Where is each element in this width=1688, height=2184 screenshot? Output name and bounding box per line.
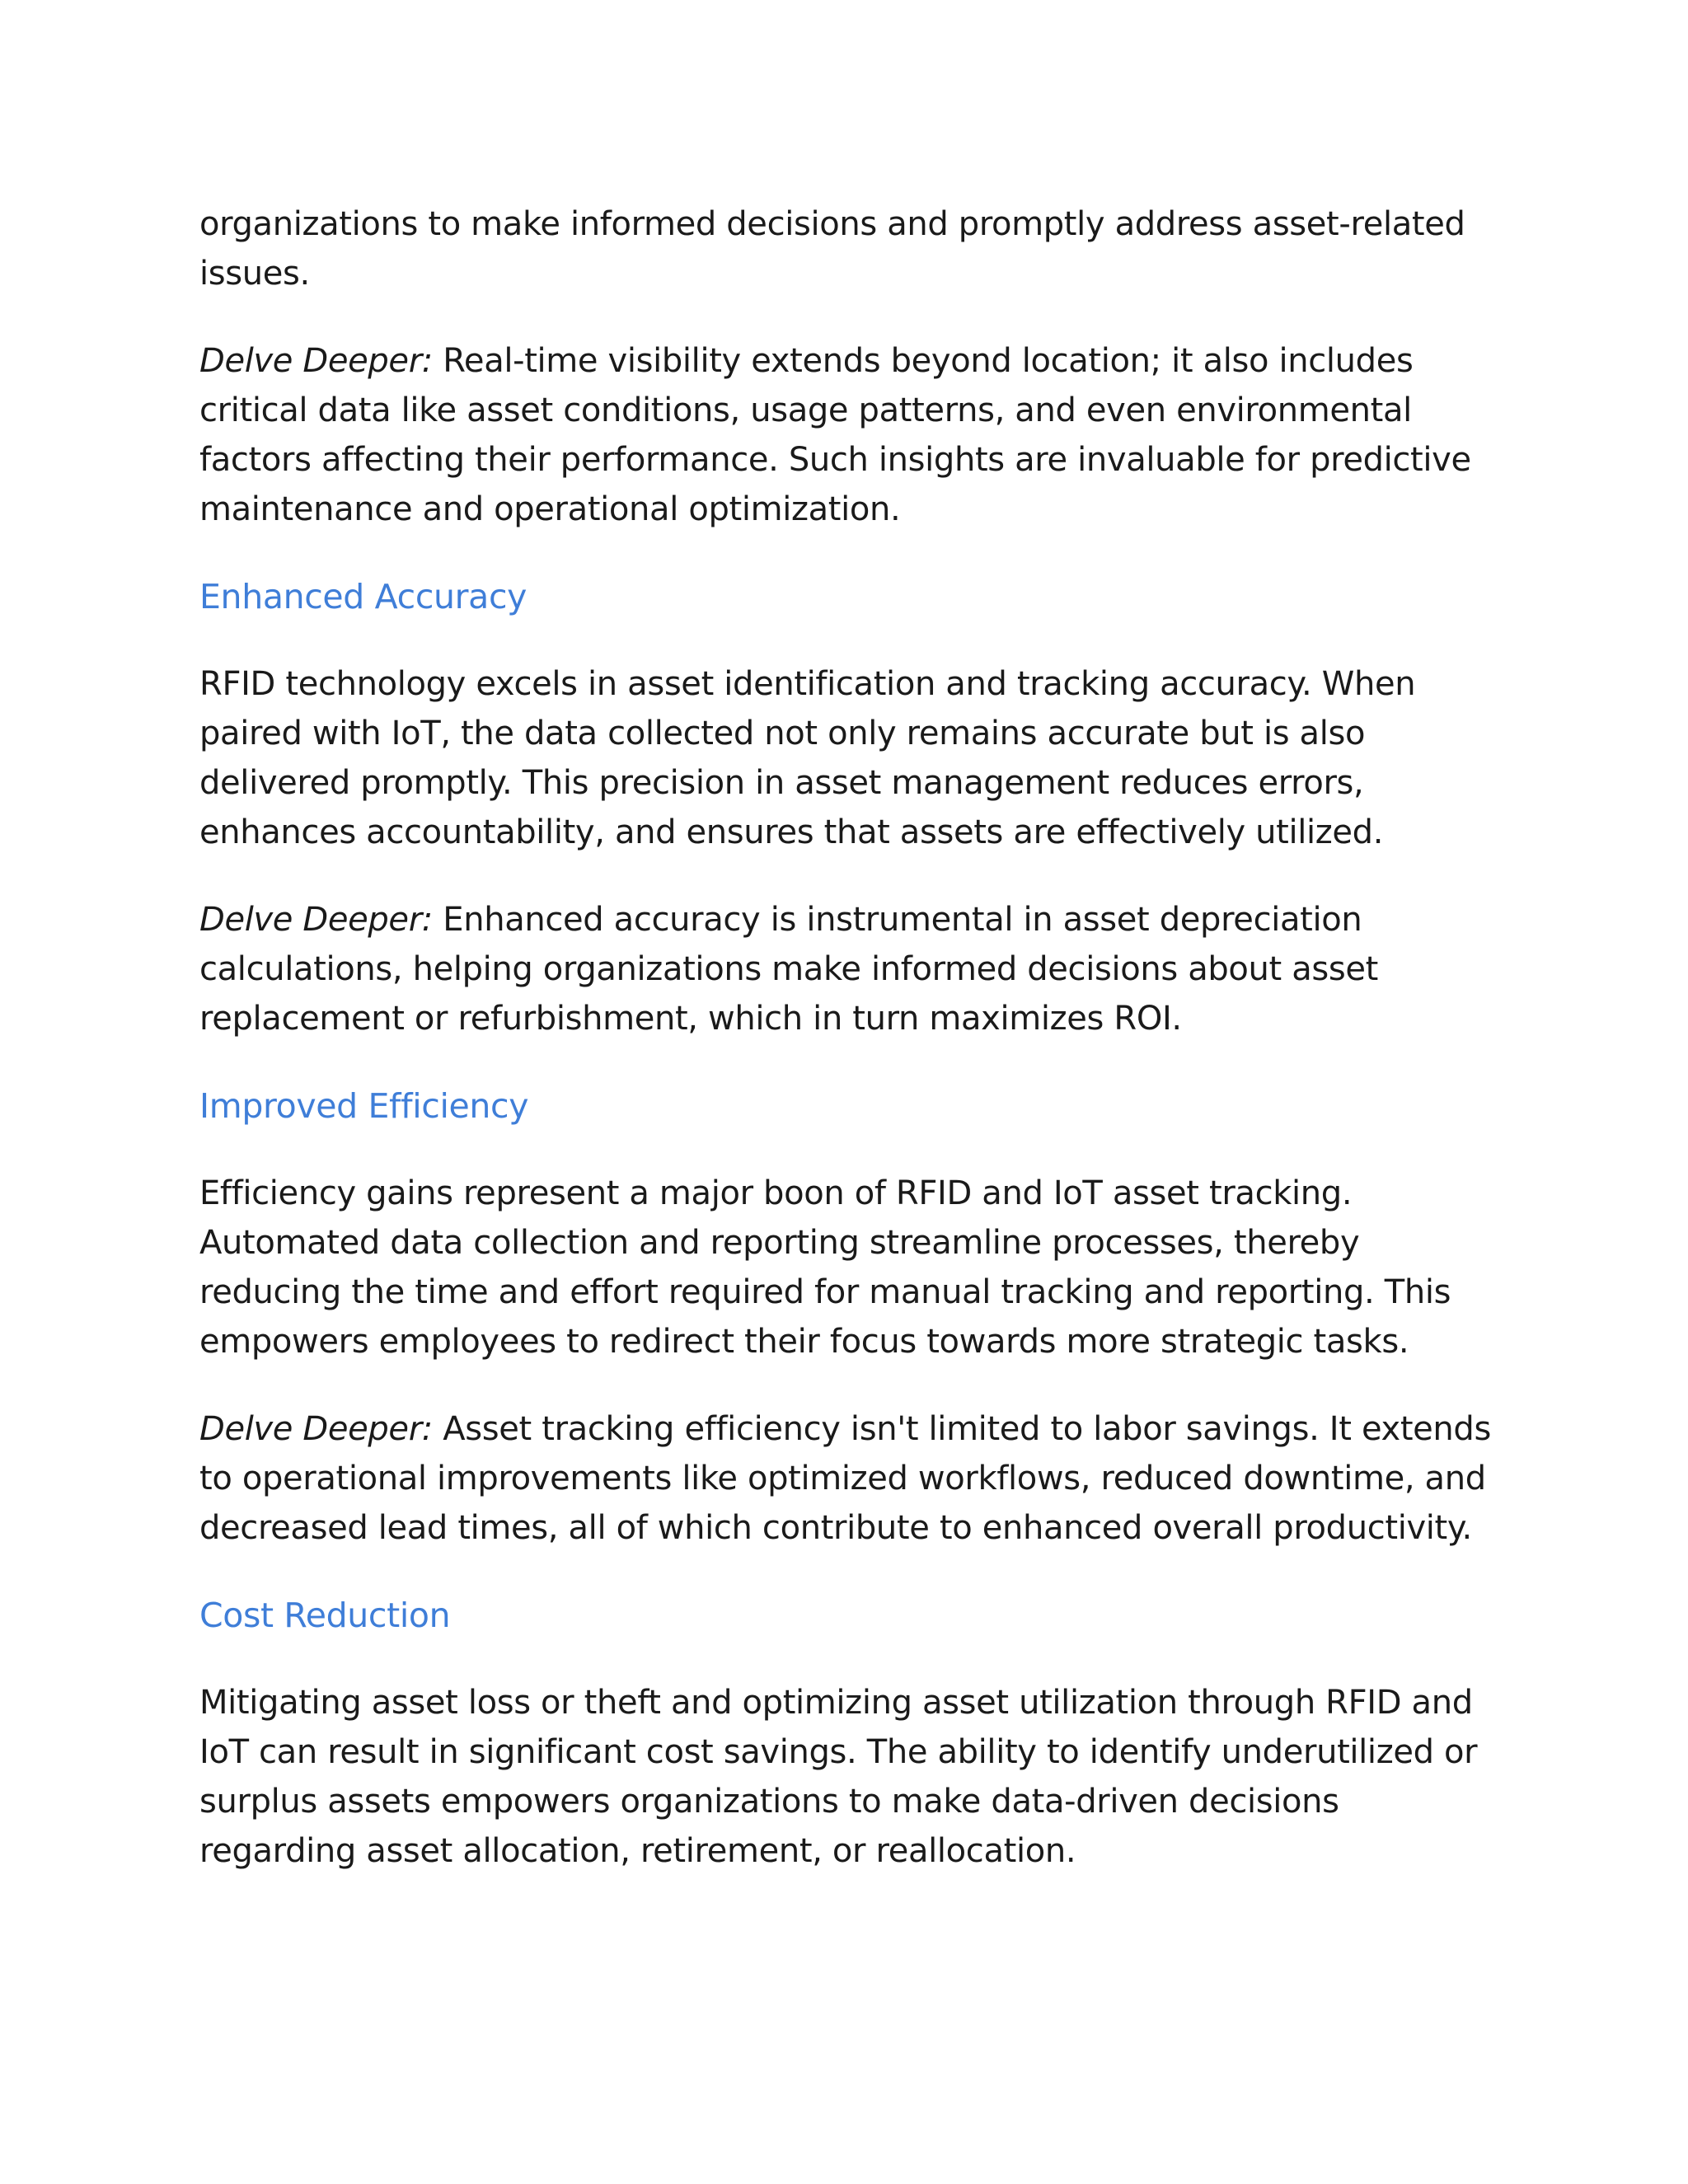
cost-reduction-paragraph: Mitigating asset loss or theft and optimizing asset utilization through RFID and IoT can result in significant cost savings. The ability to identify underutilized or surplus assets empowers organizations to make data-driven decisions regarding asset allocation, retirement, or reallocation. — [199, 1684, 1478, 1870]
improved-efficiency-paragraph: Efficiency gains represent a major boon of RFID and IoT asset tracking. Automated data collection and reporting streamline processes, thereby reducing the time and effort required for manual tracking and reporting. This empowers employees to redirect their focus towards more strategic tasks. — [199, 1174, 1451, 1361]
delve-deeper-efficiency-paragraph — [199, 1404, 1502, 1553]
delve-deeper-text: Real-time visibility extends beyond location; it also includes critical data like asset conditions, usage patterns, and even environmental factors affecting their performance. Such insights are invaluable for predictive maintenance and operational optimization. — [199, 342, 1471, 528]
delve-deeper-text: Asset tracking efficiency isn't limited to labor savings. It extends to operational improvements like optimized workflows, reduced downtime, and decreased lead times, all of which contribute to enhanced overall productivity. — [199, 1410, 1491, 1547]
document-page — [199, 199, 1502, 1914]
intro-continuation-paragraph: organizations to make informed decisions and promptly address asset-related issues. — [199, 205, 1465, 293]
delve-deeper-text: Enhanced accuracy is instrumental in asset depreciation calculations, helping organizations make informed decisions about asset replacement or refurbishment, which in turn maximizes ROI. — [199, 901, 1378, 1038]
delve-deeper-label: Delve Deeper: — [199, 342, 433, 380]
heading-improved-efficiency: Improved Efficiency — [199, 1086, 529, 1126]
delve-deeper-visibility-paragraph — [199, 336, 1502, 534]
delve-deeper-label: Delve Deeper: — [199, 1410, 433, 1448]
enhanced-accuracy-paragraph: RFID technology excels in asset identification and tracking accuracy. When paired with IoT, the data collected not only remains accurate but is also delivered promptly. This precision in asset management reduces errors, enhances accountability, and ensures that assets are effectively utilized. — [199, 665, 1416, 851]
delve-deeper-accuracy-paragraph — [199, 895, 1502, 1043]
heading-cost-reduction: Cost Reduction — [199, 1596, 451, 1635]
heading-enhanced-accuracy: Enhanced Accuracy — [199, 577, 528, 616]
delve-deeper-label: Delve Deeper: — [199, 901, 433, 939]
